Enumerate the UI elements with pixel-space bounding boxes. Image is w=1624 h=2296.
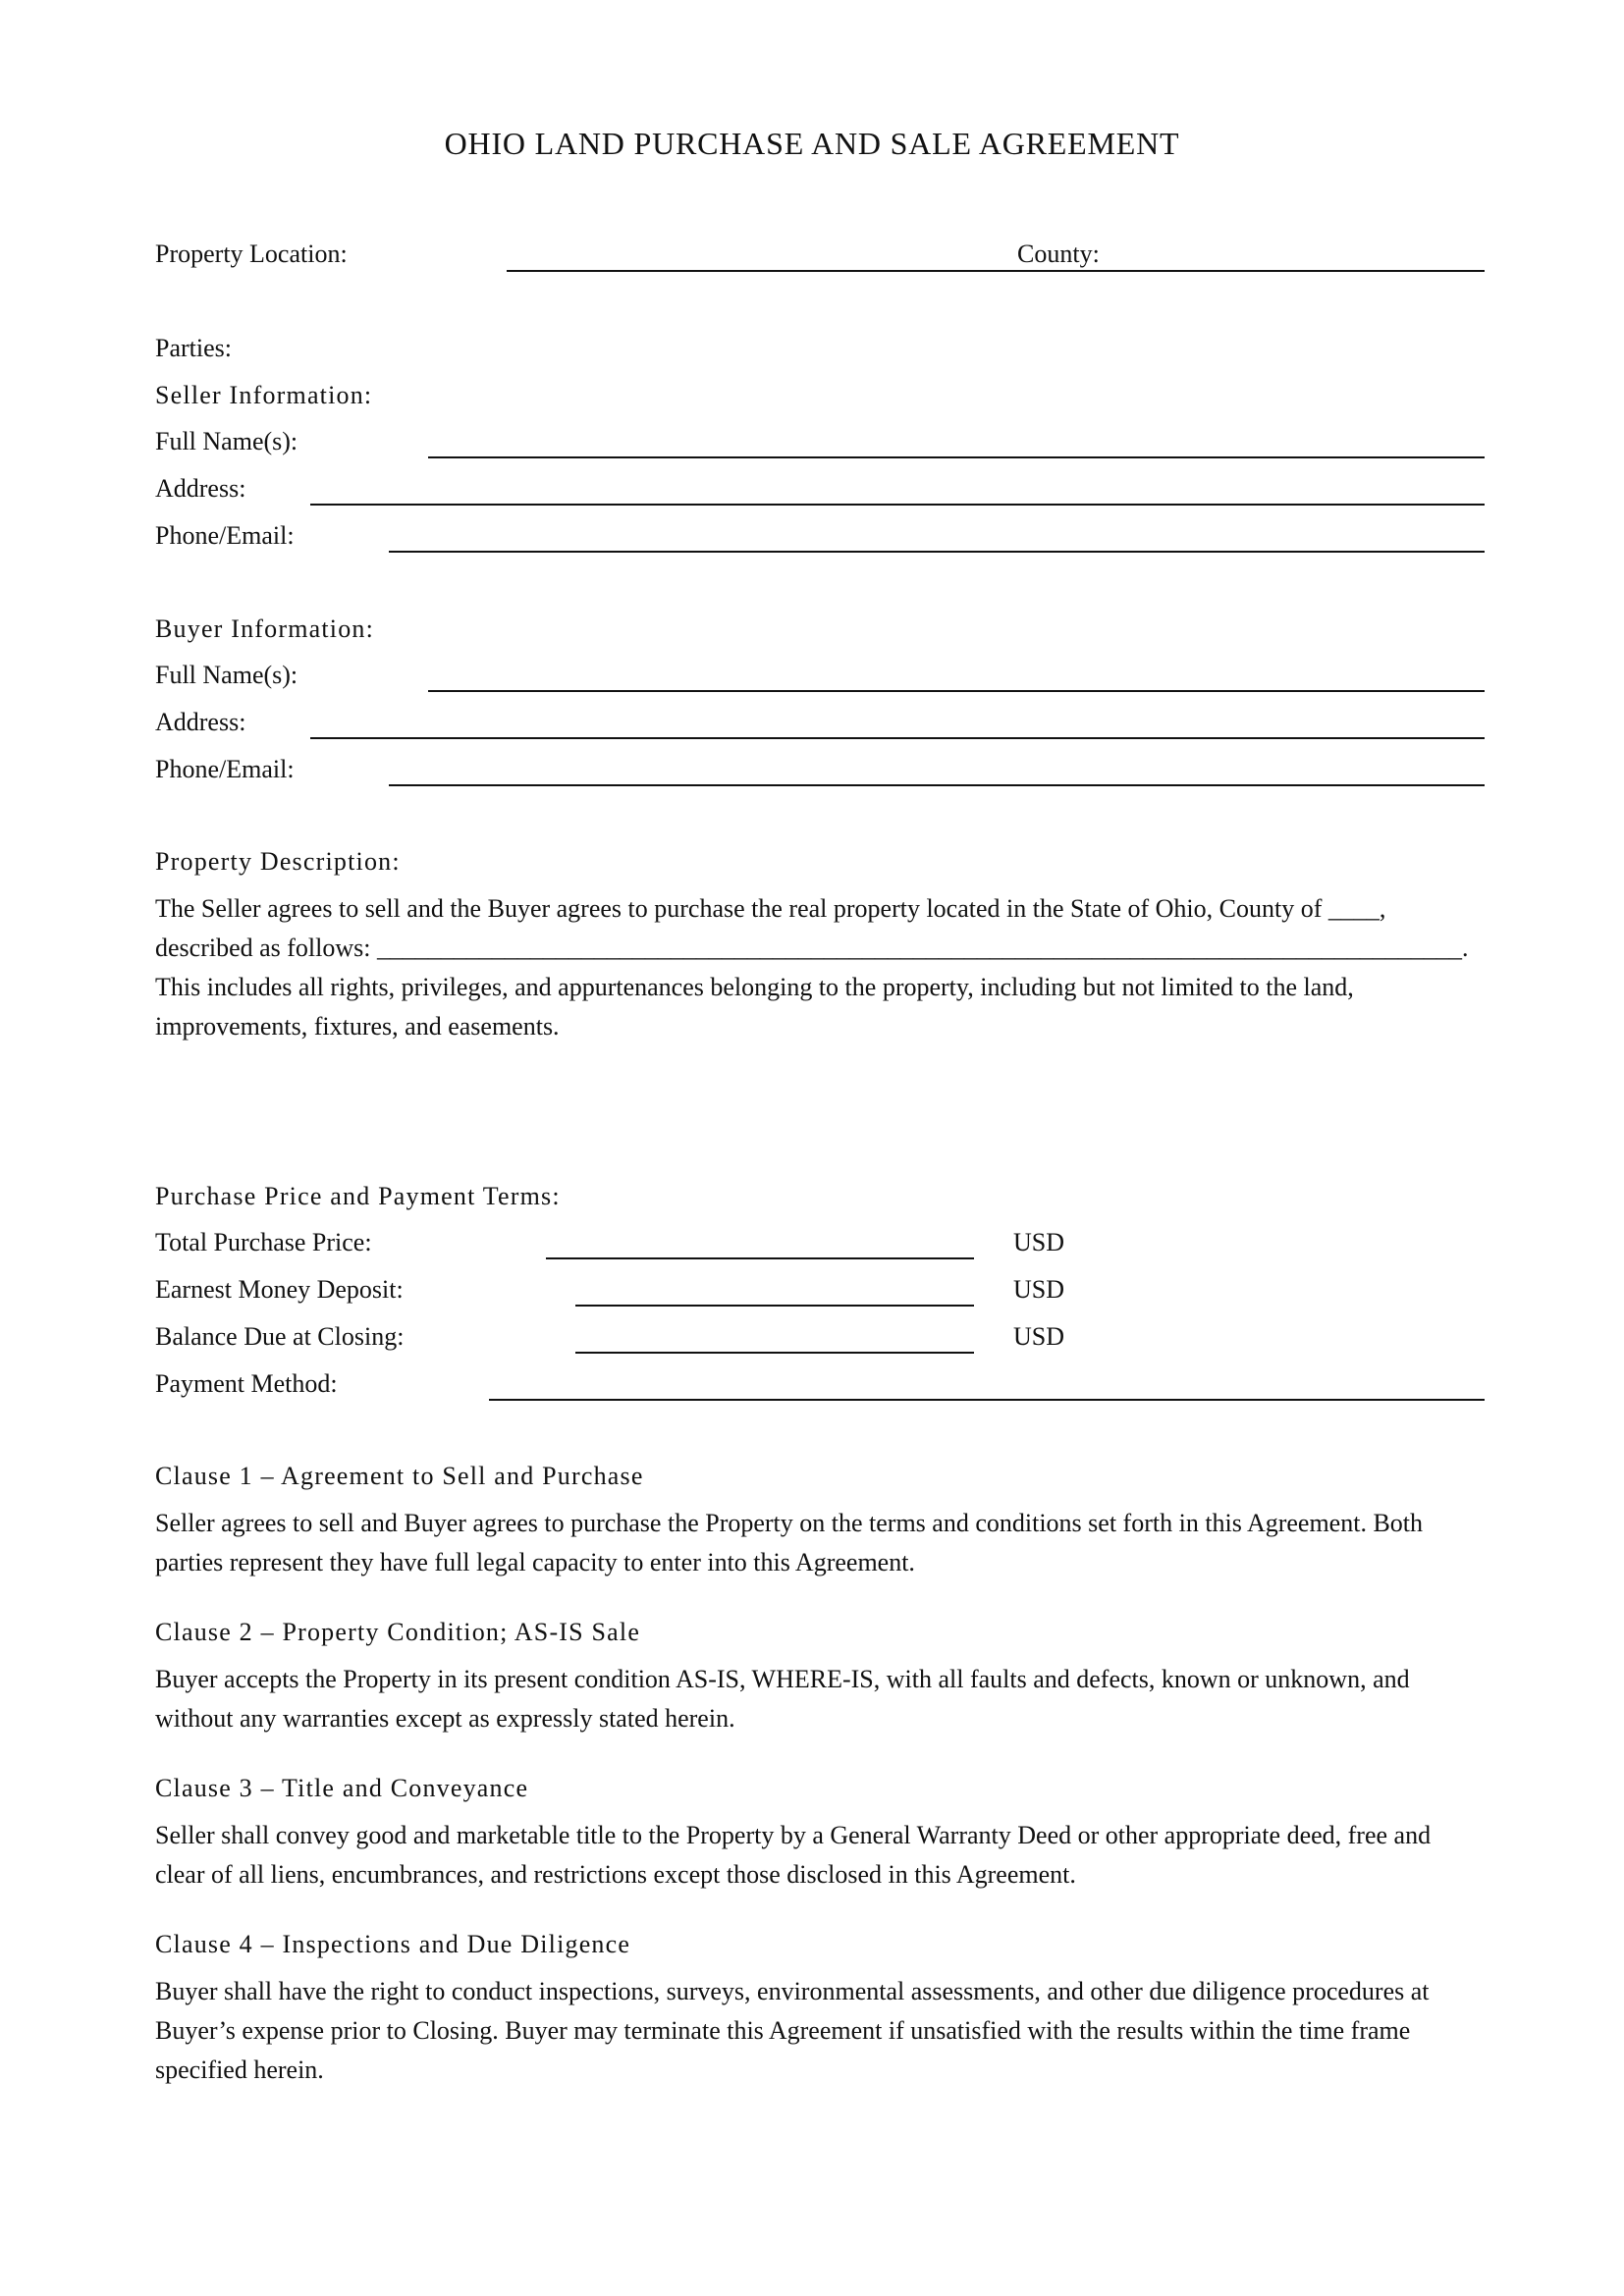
buyer-phone-email-field[interactable] <box>389 784 1485 786</box>
seller-heading: Seller Information: <box>155 381 373 409</box>
clause-4-title: Clause 4 – Inspections and Due Diligence <box>155 1930 631 1958</box>
property-location-label: Property Location: <box>155 240 348 268</box>
balance-due-label: Balance Due at Closing: <box>155 1322 405 1351</box>
seller-full-name-label: Full Name(s): <box>155 427 298 455</box>
payment-method-field[interactable] <box>489 1399 1485 1401</box>
clause-3-text: Seller shall convey good and marketable title to the Property by a General Warranty Deed or other appropriate deed, free and clear of all liens, encumbrances, and restrictions except those disclosed in this Agreement. <box>155 1821 1432 1889</box>
clause-3-title: Clause 3 – Title and Conveyance <box>155 1774 529 1802</box>
buyer-phone-email-label: Phone/Email: <box>155 755 295 783</box>
clause-1-text: Seller agrees to sell and Buyer agrees to purchase the Property on the terms and conditions set forth in this Agreement. Both parties represent they have full legal capacity to enter into this Agreement. <box>155 1509 1424 1576</box>
parties-label: Parties: <box>155 334 232 362</box>
seller-full-name-field[interactable] <box>428 456 1485 458</box>
seller-address-field[interactable] <box>310 504 1485 506</box>
earnest-deposit-label: Earnest Money Deposit: <box>155 1275 404 1304</box>
seller-phone-email-label: Phone/Email: <box>155 521 295 550</box>
buyer-address-field[interactable] <box>310 737 1485 739</box>
clause-4-text: Buyer shall have the right to conduct inspections, surveys, environmental assessments, and other due diligence procedures at Buyer’s expense prior to Closing. Buyer may terminate this Agreement if unsatisfied with the results within the time frame specified herein. <box>155 1977 1430 2084</box>
property-description-text: The Seller agrees to sell and the Buyer agrees to purchase the real property located in the State of Ohio, County of ____, described as follows: _____________________________________________________________________________________. This includes all rights, privileges, and appurtenances belonging to the property, including but not limited to the land, improvements, fixtures, and easements. <box>155 894 1469 1041</box>
clause-2-title: Clause 2 – Property Condition; AS-IS Sale <box>155 1618 641 1646</box>
document-title: OHIO LAND PURCHASE AND SALE AGREEMENT <box>444 126 1180 161</box>
property-location-field[interactable] <box>507 270 1485 272</box>
buyer-address-label: Address: <box>155 708 246 736</box>
payment-method-label: Payment Method: <box>155 1369 338 1398</box>
balance-due-field[interactable] <box>575 1352 974 1354</box>
total-price-currency: USD <box>1013 1228 1065 1256</box>
balance-due-currency: USD <box>1013 1322 1065 1351</box>
earnest-deposit-field[interactable] <box>575 1305 974 1307</box>
purchase-terms-heading: Purchase Price and Payment Terms: <box>155 1182 561 1210</box>
buyer-full-name-field[interactable] <box>428 690 1485 692</box>
seller-phone-email-field[interactable] <box>389 551 1485 553</box>
property-description-heading: Property Description: <box>155 847 401 876</box>
buyer-heading: Buyer Information: <box>155 614 375 643</box>
earnest-deposit-currency: USD <box>1013 1275 1065 1304</box>
buyer-full-name-label: Full Name(s): <box>155 661 298 689</box>
clause-2-text: Buyer accepts the Property in its present condition AS-IS, WHERE-IS, with all faults and defects, known or unknown, and without any warranties except as expressly stated herein. <box>155 1665 1410 1733</box>
clause-1-title: Clause 1 – Agreement to Sell and Purchase <box>155 1462 644 1490</box>
seller-address-label: Address: <box>155 474 246 503</box>
total-price-label: Total Purchase Price: <box>155 1228 372 1256</box>
total-price-field[interactable] <box>546 1257 974 1259</box>
county-label: County: <box>1013 239 1104 270</box>
